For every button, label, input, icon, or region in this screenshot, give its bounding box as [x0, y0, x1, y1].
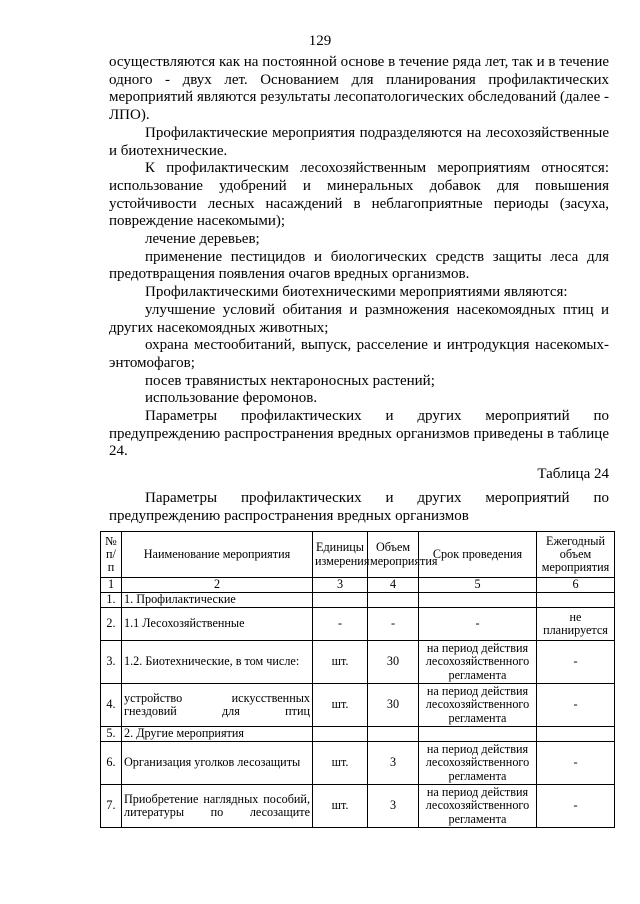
table-cell: на период действия лесохозяйственного регламента — [419, 641, 537, 684]
table-label: Таблица 24 — [537, 466, 609, 482]
table-cell: 4. — [101, 684, 122, 727]
table-cell: - — [313, 608, 368, 641]
numbering-cell: 5 — [419, 578, 537, 593]
table-cell: 6. — [101, 742, 122, 785]
table-cell: 30 — [368, 641, 419, 684]
paragraph: улучшение условий обитания и размножения насекомоядных птиц и других насекомоядных животных; — [109, 301, 609, 336]
table-cell — [313, 727, 368, 742]
table-cell: 3 — [368, 785, 419, 828]
table-cell: - — [368, 608, 419, 641]
table-cell: 2. Другие мероприятия — [122, 727, 313, 742]
table-cell: 1. Профилактические — [122, 593, 313, 608]
table-cell: шт. — [313, 785, 368, 828]
table-cell: Организация уголков лесозащиты — [122, 742, 313, 785]
header-cell: Срок проведения — [419, 532, 537, 578]
paragraph: посев травянистых нектароносных растений; — [145, 372, 435, 389]
table-cell: шт. — [313, 684, 368, 727]
paragraph: осуществляются как на постоянной основе в течение ряда лет, так и в течение одного - двух лет. Основанием для планирования профилактических мероприятий являются результаты лесопатологических обследований (далее - ЛПО). — [109, 54, 609, 124]
numbering-cell: 3 — [313, 578, 368, 593]
table-cell: - — [537, 742, 615, 785]
caption-word: по — [593, 490, 609, 506]
paragraph: Профилактическими биотехническими мероприятиями являются: — [145, 284, 568, 301]
table-cell: 5. — [101, 727, 122, 742]
table-cell: устройство искусственных гнездовий для птиц — [122, 684, 313, 727]
table-row — [101, 608, 615, 641]
caption-word: других — [417, 490, 462, 506]
table-cell — [368, 593, 419, 608]
table-cell: шт. — [313, 742, 368, 785]
numbering-cell: 2 — [122, 578, 313, 593]
table-cell — [313, 593, 368, 608]
paragraph: охрана местообитаний, выпуск, расселение и интродукция насекомых-энтомофагов; — [109, 337, 609, 371]
body-text — [109, 54, 609, 461]
header-cell: № п/п — [101, 532, 122, 578]
table-cell: 7. — [101, 785, 122, 828]
table-cell: на период действия лесохозяйственного регламента — [419, 742, 537, 785]
numbering-cell: 4 — [368, 578, 419, 593]
table-cell — [419, 727, 537, 742]
table-cell — [537, 727, 615, 742]
header-cell: Единицы измерения — [313, 532, 368, 578]
header-cell: Наименование мероприятия — [122, 532, 313, 578]
paragraph: Параметры профилактических и других мероприятий по предупреждению распространения вредных организмов приведены в таблице 24. — [109, 408, 609, 460]
measures-table — [100, 531, 615, 828]
caption-word: мероприятий — [485, 490, 570, 506]
table-cell: 30 — [368, 684, 419, 727]
table-cell: 3. — [101, 641, 122, 684]
paragraph: К профилактическим лесохозяйственным мероприятиям относятся: использование удобрений и минеральных добавок для повышения устойчивости лесных насаждений в неблагоприятные периоды (засуха, повреждение насекомыми); — [109, 160, 609, 230]
table-row — [101, 684, 615, 727]
table-cell: 1.2. Биотехнические, в том числе: — [122, 641, 313, 684]
header-cell: Объем мероприятия — [368, 532, 419, 578]
table-cell — [537, 593, 615, 608]
table-cell: 1.1 Лесохозяйственные — [122, 608, 313, 641]
table-cell: шт. — [313, 641, 368, 684]
table-row — [101, 727, 615, 742]
table-header-row — [101, 532, 615, 578]
caption-word: Параметры — [145, 490, 218, 506]
table-caption — [109, 490, 609, 525]
table-cell — [368, 727, 419, 742]
table-cell: 1. — [101, 593, 122, 608]
paragraph: Профилактические мероприятия подразделяются на лесохозяйственные и биотехнические. — [109, 124, 609, 159]
table-cell: - — [537, 641, 615, 684]
paragraph: лечение деревьев; — [145, 231, 260, 248]
caption-word: профилактических — [240, 490, 362, 506]
table-cell: Приобретение наглядных пособий, литературы по лесозащите — [122, 785, 313, 828]
table-row — [101, 641, 615, 684]
table-cell: 2. — [101, 608, 122, 641]
table-cell: не планируется — [537, 608, 615, 641]
table-cell: - — [419, 608, 537, 641]
table-row — [101, 785, 615, 828]
table-numbering-row — [101, 578, 615, 593]
table-cell: на период действия лесохозяйственного регламента — [419, 684, 537, 727]
page-number: 129 — [308, 33, 332, 49]
table-cell: на период действия лесохозяйственного регламента — [419, 785, 537, 828]
table-row — [101, 742, 615, 785]
header-cell: Ежегодный объем мероприятия — [537, 532, 615, 578]
paragraph: применение пестицидов и биологических средств защиты леса для предотвращения появления очагов вредных организмов. — [109, 248, 609, 283]
numbering-cell: 1 — [101, 578, 122, 593]
table-cell — [419, 593, 537, 608]
table-cell: 3 — [368, 742, 419, 785]
caption-line: предупреждению распространения вредных организмов — [109, 507, 469, 524]
table-cell: - — [537, 785, 615, 828]
table-row — [101, 593, 615, 608]
numbering-cell: 6 — [537, 578, 615, 593]
paragraph: использование феромонов. — [145, 390, 318, 407]
caption-word: и — [385, 490, 394, 506]
table-cell: - — [537, 684, 615, 727]
